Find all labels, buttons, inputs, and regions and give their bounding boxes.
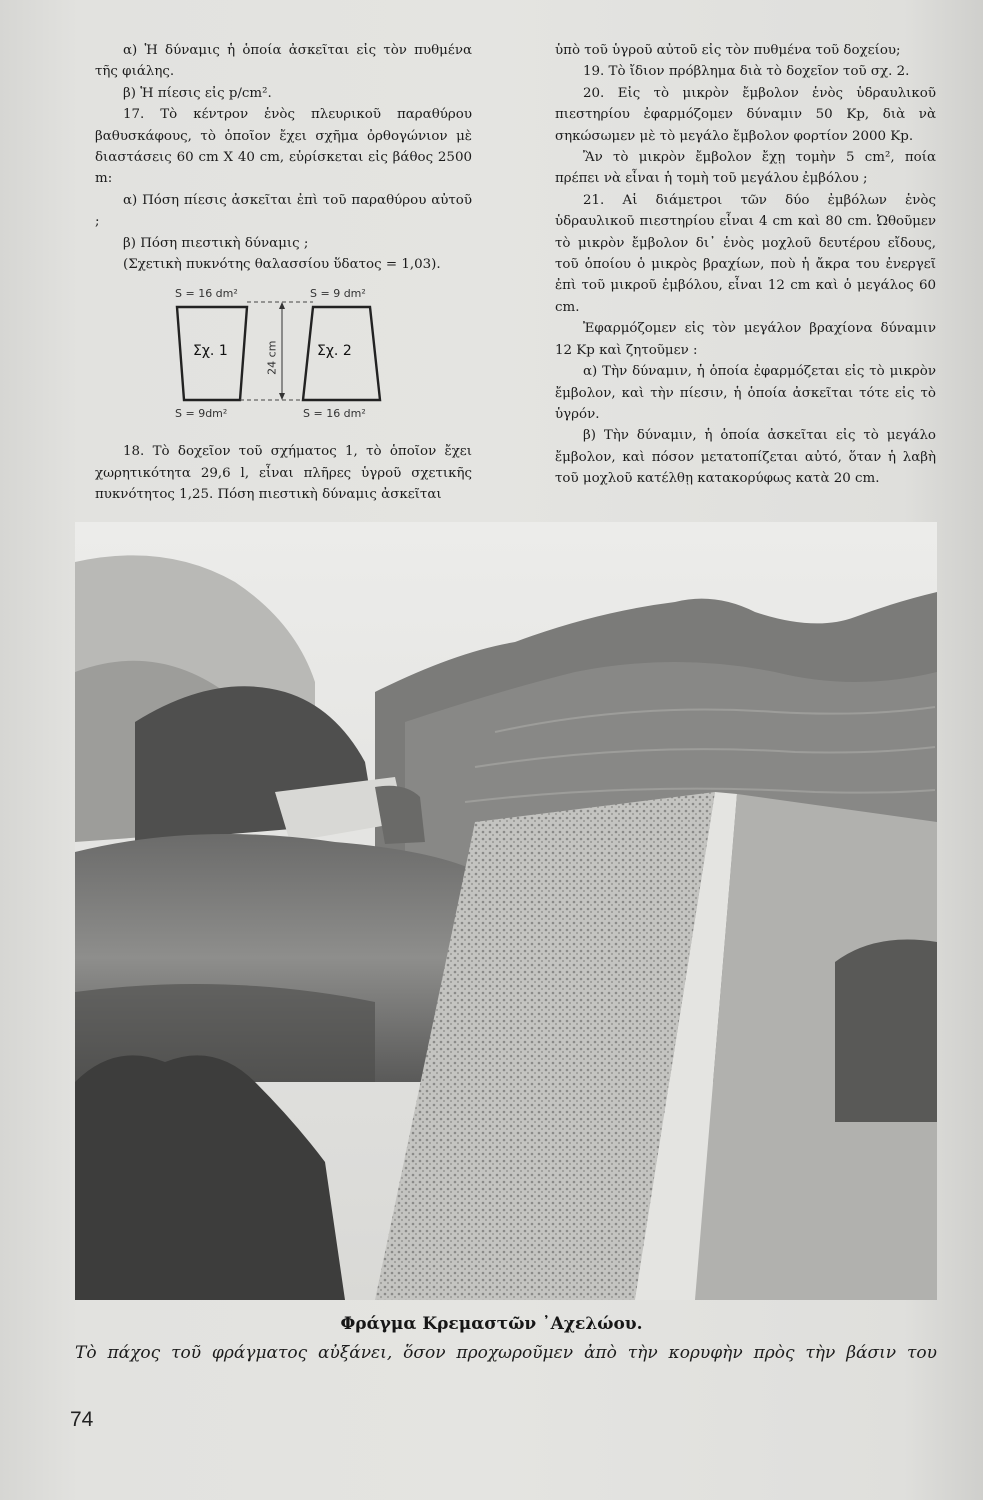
height-label: 24 cm <box>265 341 279 376</box>
left-column <box>95 40 472 506</box>
exercise-17-b: β) Πόση πιεστικὴ δύναμις ; <box>123 235 309 251</box>
exercise-18-continued: ὑπὸ τοῦ ὑγροῦ αὐτοῦ εἰς τὸν πυθμένα τοῦ δοχείου; <box>555 43 901 58</box>
vessel-2-top-area: S = 9 dm² <box>310 287 366 301</box>
vessel-1-label: Σχ. 1 <box>193 343 228 360</box>
vessel-2-bottom-area: S = 16 dm² <box>303 407 366 421</box>
exercise-17-intro: 17. Τὸ κέντρον ἑνὸς πλευρικοῦ παραθύρου βαθυσκάφους, τὸ ὁποῖον ἔχει σχῆμα ὀρθογώνιον μὲ διαστάσεις 60 cm X 40 cm, εὑρίσκεται εἰς βάθος 2500 m: <box>95 107 472 187</box>
exercise-17-a: α) Πόση πίεσις ἀσκεῖται ἐπὶ τοῦ παραθύρου αὐτοῦ ; <box>95 192 472 230</box>
vessel-1-top-area: S = 16 dm² <box>175 287 238 301</box>
exercise-21-apply: Ἐφαρμόζομεν εἰς τὸν μεγάλον βραχίονα δύναμιν 12 Kp καὶ ζητοῦμεν : <box>555 321 936 358</box>
exercise-16-b: β) Ἡ πίεσις εἰς p/cm². <box>123 85 272 101</box>
exercise-21-a: α) Τὴν δύναμιν, ἡ ὁποία ἐφαρμόζεται εἰς τὸ μικρὸν ἔμβολον, καὶ τὴν πίεσιν, ἡ ὁποία ἀσκεῖται τότε εἰς τὸ ὑγρόν. <box>555 364 936 422</box>
photo-caption-title: Φράγμα Κρεμαστῶν ᾿Αχελώου. <box>340 1314 643 1334</box>
exercise-20: 20. Εἰς τὸ μικρὸν ἔμβολον ἑνὸς ὑδραυλικοῦ πιεστηρίου ἐφαρμόζομεν δύναμιν 50 Kp, διὰ νὰ σηκώσωμεν μὲ τὸ μεγάλο ἔμβολον φορτίον 2000 Kp. <box>555 85 936 144</box>
exercise-20-question: Ἂν τὸ μικρὸν ἔμβολον ἔχῃ τομὴν 5 cm², ποία πρέπει νὰ εἶναι ἡ τομὴ τοῦ μεγάλου ἐμβόλου ; <box>555 150 936 187</box>
page-number: 74 <box>70 1408 94 1431</box>
vessels-figure <box>95 285 472 435</box>
right-column <box>555 40 936 490</box>
exercise-21: 21. Αἱ διάμετροι τῶν δύο ἐμβόλων ἑνὸς ὑδραυλικοῦ πιεστηρίου εἶναι 4 cm καὶ 80 cm. Ὠθοῦμεν τὸ μικρὸν ἔμβολον δι᾿ ἑνὸς μοχλοῦ δευτέρου εἴδους, τοῦ ὁποίου ὁ μικρὸς βραχίων, ποὺ ἡ ἄκρα του ἐνεργεῖ ἐπὶ τοῦ μικροῦ ἐμβόλου, εἶναι 12 cm καὶ ὁ μεγάλος 60 cm. <box>555 192 936 315</box>
exercise-16-a: α) Ἡ δύναμις ἡ ὁποία ἀσκεῖται εἰς τὸν πυθμένα τῆς φιάλης. <box>95 43 472 80</box>
exercise-17-note: (Σχετικὴ πυκνότης θαλασσίου ὕδατος = 1,03). <box>123 257 441 273</box>
dam-photo <box>75 522 937 1300</box>
dam-landscape-illustration <box>75 522 937 1300</box>
exercise-18: 18. Τὸ δοχεῖον τοῦ σχήματος 1, τὸ ὁποῖον ἔχει χωρητικότητα 29,6 l, εἶναι πλῆρες ὑγροῦ σχετικῆς πυκνότητος 1,25. Πόση πιεστικὴ δύναμις ἀσκεῖται <box>95 444 472 503</box>
vessel-1-bottom-area: S = 9dm² <box>175 407 228 421</box>
exercise-21-b: β) Τὴν δύναμιν, ἡ ὁποία ἀσκεῖται εἰς τὸ μεγάλο ἔμβολον, καὶ πόσον μετατοπίζεται αὐτό, ὅταν ἡ λαβὴ τοῦ μοχλοῦ κατέλθῃ κατακορύφως κατὰ 20 cm. <box>555 428 936 487</box>
exercise-19: 19. Τὸ ἴδιον πρόβλημα διὰ τὸ δοχεῖον τοῦ σχ. 2. <box>583 64 910 80</box>
vessel-2-label: Σχ. 2 <box>317 343 352 360</box>
vessels-drawing <box>95 285 472 435</box>
photo-caption-text: Τὸ πάχος τοῦ φράγματος αὐξάνει, ὅσον προχωροῦμεν ἀπὸ τὴν κορυφὴν πρὸς τὴν βάσιν του <box>75 1343 937 1363</box>
